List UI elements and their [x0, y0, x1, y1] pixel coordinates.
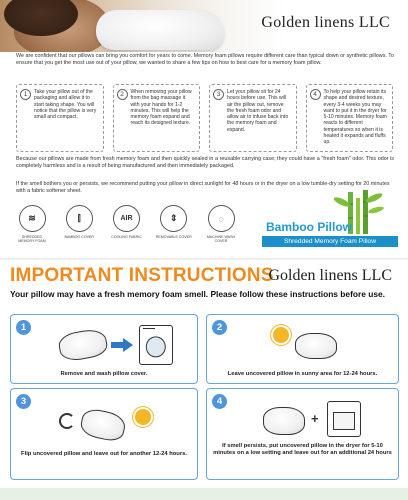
- tip-number: 1: [20, 89, 31, 100]
- brand-name-top: Golden linens LLC: [261, 14, 390, 31]
- step-number: 3: [16, 394, 31, 409]
- badge-title: Bamboo Pillow: [266, 220, 353, 234]
- flip-arrow-icon: [59, 413, 75, 429]
- dryer-window: [333, 412, 355, 431]
- step-number: 2: [212, 320, 227, 335]
- bamboo-pillow-badge: [252, 190, 400, 252]
- tip-text: To help your pillow retain its shape and desired texture, every 3-4 weeks you may want to put it in the dryer for 5-10 minutes. Memory foam reacts to different temperatures so when it is heated it expands and fluffs up.: [323, 89, 387, 146]
- dryer-icon: [327, 401, 361, 437]
- instruction-step-4: [206, 388, 399, 480]
- feature-icons: [14, 205, 239, 249]
- zipper-icon: ⇕: [160, 205, 187, 232]
- instruction-step-1: [10, 314, 198, 384]
- feature-removable: [156, 205, 192, 249]
- step-caption: If smell persists, put uncovered pillow in the dryer for 5-10 minutes on a low setting and leave out for an additional 24 hours: [213, 443, 392, 456]
- pillow-icon: [263, 407, 305, 435]
- feature-label: BAMBOO COVER: [64, 235, 95, 239]
- sun-icon: [135, 409, 151, 425]
- pillow-icon: [57, 327, 109, 363]
- pillow-icon: [79, 407, 128, 444]
- step-caption: Flip uncovered pillow and leave out for another 12-24 hours.: [21, 451, 187, 457]
- footer-bar: [0, 488, 408, 500]
- bamboo-icon: ⫿: [66, 205, 93, 232]
- step-caption: Leave uncovered pillow in sunny area for 12-24 hours.: [227, 371, 378, 377]
- pillow-photo: [96, 10, 224, 50]
- step-number: 4: [212, 394, 227, 409]
- care-tips: [16, 84, 393, 152]
- feature-machine-wash: [203, 205, 239, 249]
- care-tip-3: [209, 84, 297, 152]
- washing-machine-icon: [139, 325, 173, 365]
- memory-foam-icon: ≋: [19, 205, 46, 232]
- feature-label: REMOVABLE COVER: [155, 235, 192, 239]
- pillow-icon: [295, 333, 337, 359]
- feature-bamboo: [61, 205, 97, 249]
- section-divider: [0, 258, 408, 260]
- feature-label: COOLING FABRIC: [111, 235, 142, 239]
- feature-label: SHREDDED MEMORY FOAM: [18, 235, 46, 244]
- step-number: 1: [16, 320, 31, 335]
- plus-icon: +: [311, 411, 319, 426]
- care-tip-1: [16, 84, 104, 152]
- badge-subtitle: Shredded Memory Foam Pillow: [262, 236, 398, 247]
- care-tip-2: [113, 84, 201, 152]
- intro-paragraph: We are confident that our pillows can bring you comfort for years to come. Memory foam pillows require different care than typical down or synthetic pillows. To ensure that you get the most use out of your pillow, we wanted to share a few tips on how to best care for a memory foam pillow.: [16, 53, 394, 66]
- important-subtitle: Your pillow may have a fresh memory foam smell. Please follow these instructions before use.: [10, 289, 385, 299]
- instruction-step-2: [206, 314, 399, 384]
- arrow-right-icon: [123, 338, 133, 352]
- tip-number: 4: [310, 89, 321, 100]
- feature-memory-foam: [14, 205, 50, 249]
- cooling-icon: AIR: [113, 205, 140, 232]
- important-title: IMPORTANT INSTRUCTIONS: [10, 265, 274, 286]
- feature-cooling: [109, 205, 145, 249]
- washer-door: [146, 336, 166, 357]
- washer-icon: ◌: [208, 205, 235, 232]
- washer-controls: [143, 328, 155, 330]
- tip-text: When removing your pillow from the bag massage it with your hands for 1-2 minutes. This will help the memory foam expand and reach its designed texture.: [130, 89, 192, 127]
- tip-number: 2: [117, 89, 128, 100]
- sun-icon: [273, 327, 289, 343]
- tip-text: Take your pillow out of the packaging and allow it to start taking shape. You will notice that the pillow is very small and compact.: [34, 89, 97, 121]
- tip-number: 3: [213, 89, 224, 100]
- tip-text: Let your pillow sit for 24 hours before use. This will air the pillow out, remove the fresh foam odor and allow air to infuse back into the memory foam and expand.: [227, 89, 289, 133]
- packaging-note: Because our pillows are made from fresh memory foam and then quickly sealed in a reusable carrying case; they could have a "fresh foam" odor. This odor is completely harmless and is a result of being manufactured and then immediately packaged.: [16, 156, 394, 169]
- smell-note: If the smell bothers you or persists, we recommend putting your pillow in direct sunlight for 48 hours or in the dryer on a low tumble-dry setting for 20 minutes with a fabric softener sheet.: [16, 181, 390, 194]
- feature-label: MACHINE WASH COVER: [206, 235, 236, 244]
- instruction-step-3: [10, 388, 198, 480]
- step-caption: Remove and wash pillow cover.: [60, 371, 148, 377]
- brand-name-bottom: Golden linens LLC: [268, 267, 392, 284]
- care-tip-4: [306, 84, 394, 152]
- important-instructions: [0, 262, 408, 500]
